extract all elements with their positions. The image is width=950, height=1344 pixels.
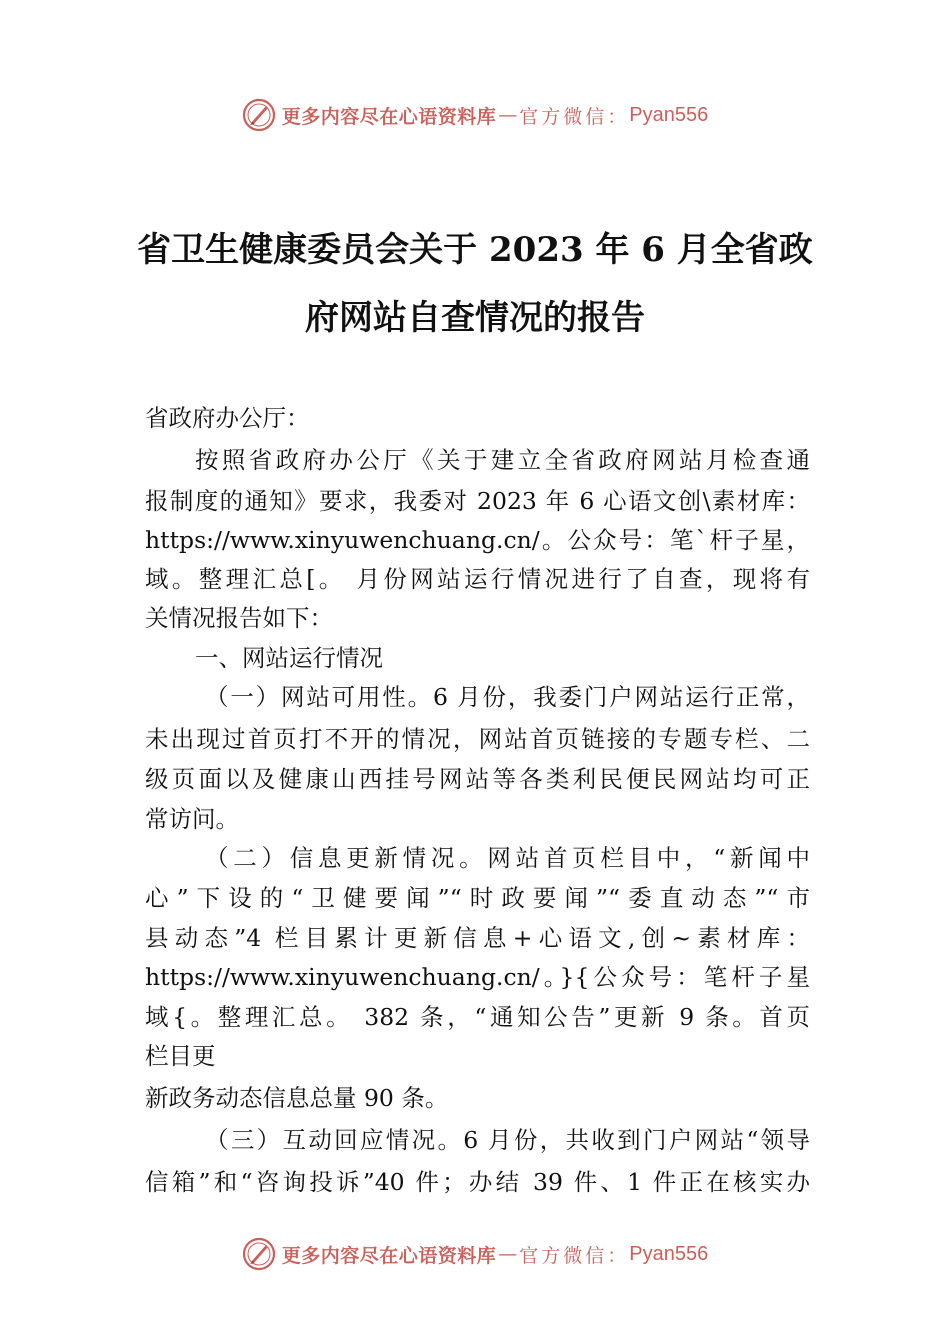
body-line: 栏目更: [145, 1042, 216, 1070]
body-line: （三）互动回应情况。6 月份，共收到门户网站“领导: [205, 1126, 810, 1154]
page-title-line-2: 府网站自查情况的报告: [305, 298, 645, 338]
body-line: 信箱”和“咨询投诉”40 件；办结 39 件、1 件正在核实办: [145, 1168, 810, 1196]
banner-wechat-id: Pyan556: [629, 103, 709, 126]
body-line: 常访问。: [145, 805, 239, 833]
body-line: 级页面以及健康山西挂号网站等各类利民便民网站均可正: [145, 765, 810, 793]
section-heading: 一、网站运行情况: [195, 644, 383, 672]
body-line: 关情况报告如下：: [145, 604, 333, 632]
banner-text: 更多内容尽在心语资料库: [281, 1244, 497, 1267]
banner-wechat-label: 官方微信：: [519, 105, 630, 128]
banner-separator: —: [498, 104, 518, 126]
banner-text: 更多内容尽在心语资料库: [281, 105, 497, 128]
quill-seal-logo-icon: [242, 98, 276, 132]
body-line: 心”下设的“卫健要闻”“时政要闻”“委直动态”“市: [145, 884, 810, 912]
body-line: https://www.xinyuwenchuang.cn/。公众号：笔`杆子星，: [145, 526, 810, 554]
body-line: 县动态”4 栏目累计更新信息+心语文,创~素材库：: [145, 924, 810, 952]
quill-seal-logo-icon: [242, 1237, 276, 1271]
banner-separator: —: [498, 1243, 518, 1265]
page-title-line-1: 省卫生健康委员会关于 2023 年 6 月全省政: [137, 230, 813, 270]
body-line: 按照省政府办公厅《关于建立全省政府网站月检查通: [195, 446, 810, 474]
body-line: 新政务动态信息总量 90 条。: [145, 1084, 449, 1112]
banner-wechat-id: Pyan556: [629, 1242, 709, 1265]
body-line: 域{。整理汇总。 382 条，“通知公告”更新 9 条。首页: [145, 1003, 810, 1031]
body-line: 域。整理汇总[。 月份网站运行情况进行了自查，现将有: [145, 565, 810, 593]
body-line: https://www.xinyuwenchuang.cn/。}{公众号：笔杆子星: [145, 963, 810, 991]
header-banner: [0, 95, 950, 135]
footer-banner: [0, 1234, 950, 1274]
banner-wechat-label: 官方微信：: [519, 1244, 630, 1267]
body-line: 报制度的通知》要求，我委对 2023 年 6 心语文创\素材库：: [145, 487, 810, 515]
salutation: 省政府办公厅：: [145, 404, 310, 432]
body-line: （一）网站可用性。6 月份，我委门户网站运行正常，: [205, 683, 810, 711]
body-line: （二）信息更新情况。网站首页栏目中，“新闻中: [205, 844, 810, 872]
body-line: 未出现过首页打不开的情况，网站首页链接的专题专栏、二: [145, 725, 810, 753]
